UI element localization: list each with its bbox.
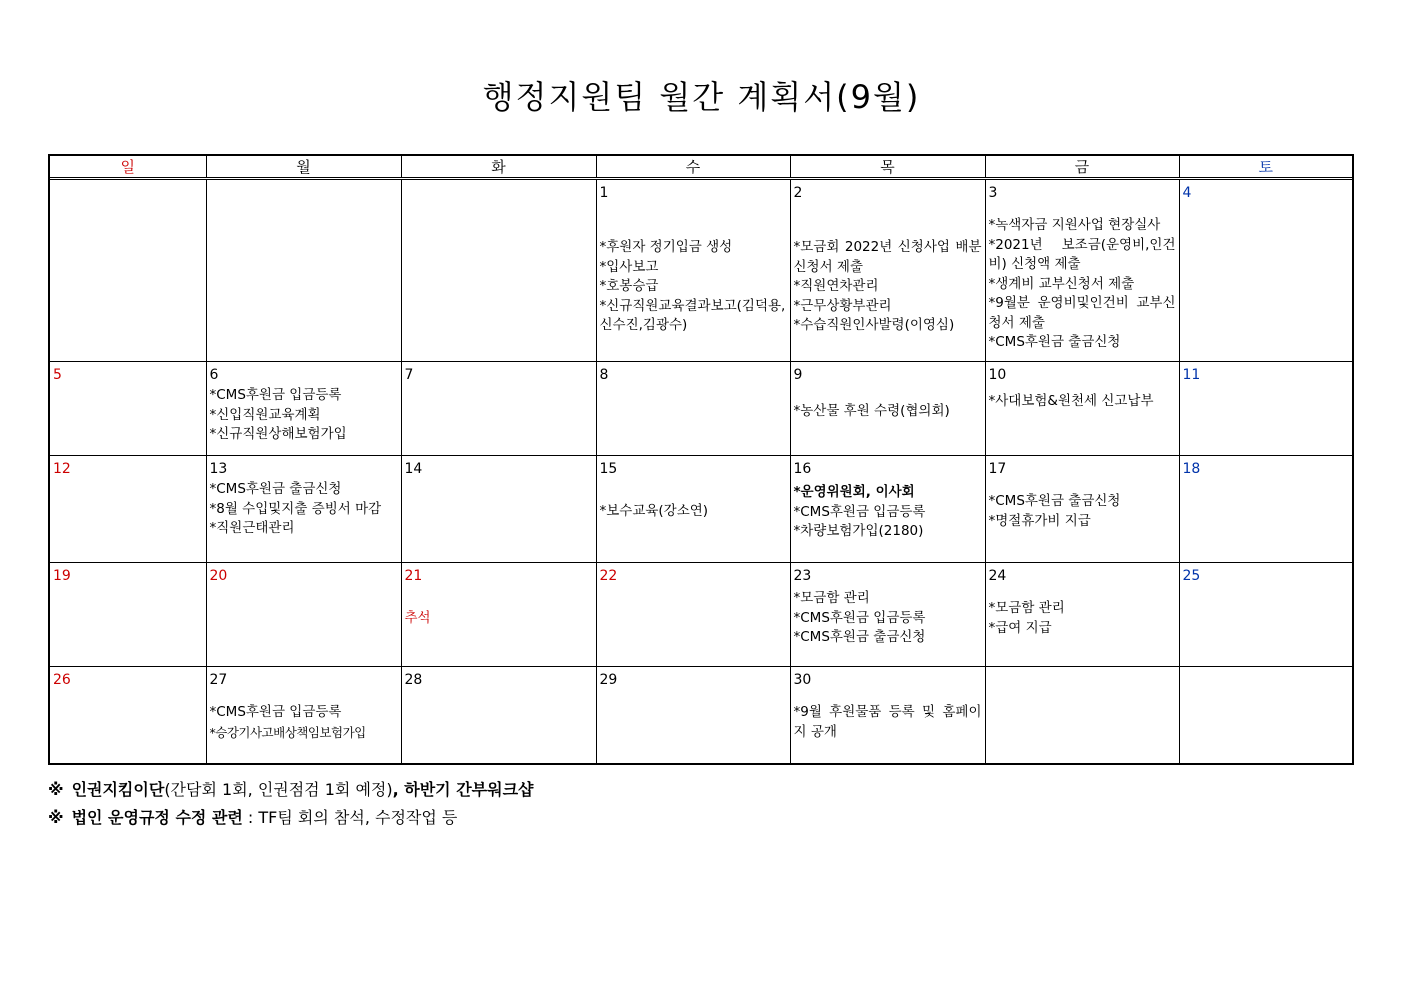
day-number: 16	[793, 461, 812, 477]
schedule-item: *9월분 운영비및인건비 교부신청서 제출	[988, 295, 1176, 331]
page-title: 행정지원팀 월간 계획서(9월)	[482, 78, 921, 116]
day-number: 17	[988, 461, 1007, 477]
schedule-item: *급여 지급	[988, 619, 1052, 636]
schedule-item: *CMS후원금 출금신청	[988, 493, 1121, 509]
day-cell	[206, 362, 401, 456]
schedule-item: *후원자 정기입금 생성	[599, 239, 733, 255]
day-number: 7	[404, 367, 414, 383]
day-cell	[50, 179, 206, 362]
day-number: 11	[1182, 367, 1201, 383]
day-cell	[50, 456, 206, 563]
schedule-item: *보수교육(강소연)	[599, 503, 709, 519]
day-cell	[206, 563, 401, 667]
day-cell	[596, 362, 790, 456]
day-cell	[206, 179, 401, 362]
day-cell	[1179, 667, 1352, 763]
note-text: 법인 운영규정 수정 관련	[71, 808, 243, 827]
day-cell	[790, 456, 985, 563]
day-cell	[985, 179, 1179, 362]
day-cell	[985, 563, 1179, 667]
day-cell	[1179, 563, 1352, 667]
week-row	[50, 667, 1352, 763]
day-cell	[790, 179, 985, 362]
day-number: 1	[599, 185, 609, 201]
schedule-item: *CMS후원금 출금신청	[209, 481, 342, 497]
day-number: 5	[53, 367, 62, 383]
day-cell	[1179, 179, 1352, 362]
note-text: 인권지킴이단	[71, 780, 165, 799]
day-number: 4	[1182, 185, 1192, 201]
weekday-sunday: 일	[50, 156, 206, 179]
day-number: 29	[599, 672, 618, 688]
day-number: 19	[53, 568, 71, 584]
weekday-header-row	[50, 156, 1352, 179]
weekday-friday: 금	[985, 156, 1179, 179]
day-number: 24	[988, 568, 1007, 584]
day-cell	[985, 456, 1179, 563]
schedule-item: *차량보험가입(2180)	[793, 523, 924, 539]
schedule-item: *근무상황부관리	[793, 297, 892, 314]
note-text: , 하반기 간부워크샵	[392, 780, 534, 799]
schedule-item: *모금함 관리	[793, 590, 870, 606]
day-number: 9	[793, 367, 803, 383]
day-number: 26	[53, 672, 71, 688]
day-cell	[401, 456, 596, 563]
note-line	[48, 776, 533, 804]
day-cell	[50, 667, 206, 763]
schedule-item: *CMS후원금 입금등록	[209, 704, 342, 720]
week-row	[50, 362, 1352, 456]
day-number: 2	[793, 185, 803, 201]
day-cell	[596, 563, 790, 667]
day-cell	[596, 456, 790, 563]
day-cell	[1179, 362, 1352, 456]
day-number: 23	[793, 568, 812, 584]
day-number: 13	[209, 461, 228, 477]
schedule-item: *CMS후원금 출금신청	[793, 629, 926, 645]
schedule-item: *CMS후원금 출금신청	[988, 334, 1121, 350]
note-line	[48, 804, 533, 832]
calendar-table	[48, 154, 1354, 765]
day-cell	[790, 563, 985, 667]
day-number: 10	[988, 367, 1007, 383]
day-number: 30	[793, 672, 812, 688]
day-cell	[790, 362, 985, 456]
schedule-item: *CMS후원금 입금등록	[209, 387, 342, 403]
day-cell	[985, 362, 1179, 456]
day-number: 27	[209, 672, 228, 688]
schedule-item: *모금함 관리	[988, 600, 1065, 616]
week-row	[50, 563, 1352, 667]
day-cell	[985, 667, 1179, 763]
day-number: 22	[599, 568, 618, 584]
reference-mark: ※	[48, 780, 64, 799]
weekday-thursday: 목	[790, 156, 985, 179]
day-cell	[206, 456, 401, 563]
schedule-item: *신규직원교육결과보고(김덕용,신수진,김광수)	[599, 297, 786, 333]
day-cell	[1179, 456, 1352, 563]
day-number: 20	[209, 568, 228, 584]
notes-section	[48, 776, 533, 832]
week-row	[50, 456, 1352, 563]
day-number: 12	[53, 461, 71, 477]
holiday-label: 추석	[404, 610, 431, 626]
schedule-item: *수습직원인사발령(이영심)	[793, 317, 955, 333]
reference-mark: ※	[48, 808, 64, 827]
day-number: 8	[599, 367, 609, 383]
schedule-item: *녹색자금 지원사업 현장실사	[988, 217, 1161, 233]
day-cell	[596, 179, 790, 362]
day-number: 6	[209, 367, 219, 383]
day-number: 15	[599, 461, 618, 477]
weekday-saturday: 토	[1179, 156, 1352, 179]
schedule-item: *2021년 보조금(운영비,인건비) 신청액 제출	[988, 236, 1176, 272]
weekday-tuesday: 화	[401, 156, 596, 179]
weekday-monday: 월	[206, 156, 401, 179]
schedule-item: *신입직원교육계획	[209, 406, 321, 423]
schedule-item: *직원연차관리	[793, 278, 879, 294]
day-cell	[401, 563, 596, 667]
note-text: (간담회 1회, 인권점검 1회 예정)	[164, 780, 393, 799]
day-cell	[401, 179, 596, 362]
schedule-item: *농산물 후원 수령(협의회)	[793, 403, 950, 419]
day-cell	[206, 667, 401, 763]
schedule-item: *CMS후원금 입금등록	[793, 609, 926, 626]
day-cell	[596, 667, 790, 763]
day-cell	[50, 563, 206, 667]
note-text: : TF팀 회의 참석, 수정작업 등	[242, 808, 458, 827]
schedule-item: *입사보고	[599, 258, 659, 275]
day-number: 18	[1182, 461, 1201, 477]
schedule-item: *호봉승급	[599, 278, 659, 294]
day-number: 25	[1182, 568, 1201, 584]
day-number: 14	[404, 461, 423, 477]
schedule-item: *신규직원상해보험가입	[209, 426, 347, 442]
day-cell	[401, 362, 596, 456]
schedule-item: *승강기사고배상책임보험가입	[209, 724, 366, 740]
schedule-item: *운영위원회, 이사회	[793, 484, 915, 500]
schedule-item: *8월 수입및지출 증빙서 마감	[209, 500, 382, 517]
day-cell	[401, 667, 596, 763]
week-row	[50, 179, 1352, 362]
schedule-item: *CMS후원금 입금등록	[793, 503, 926, 520]
schedule-item: *직원근태관리	[209, 520, 295, 536]
day-number: 28	[404, 672, 423, 688]
day-number: 21	[404, 568, 423, 584]
weekday-wednesday: 수	[596, 156, 790, 179]
schedule-item: *명절휴가비 지급	[988, 512, 1091, 529]
schedule-item: *9월 후원물품 등록 및 홈페이지 공개	[793, 704, 982, 740]
schedule-item: *생계비 교부신청서 제출	[988, 275, 1135, 292]
day-number: 3	[988, 185, 998, 201]
day-cell	[790, 667, 985, 763]
schedule-item: *사대보험&원천세 신고납부	[988, 393, 1154, 409]
day-cell	[50, 362, 206, 456]
schedule-item: *모금회 2022년 신청사업 배분신청서 제출	[793, 239, 982, 275]
